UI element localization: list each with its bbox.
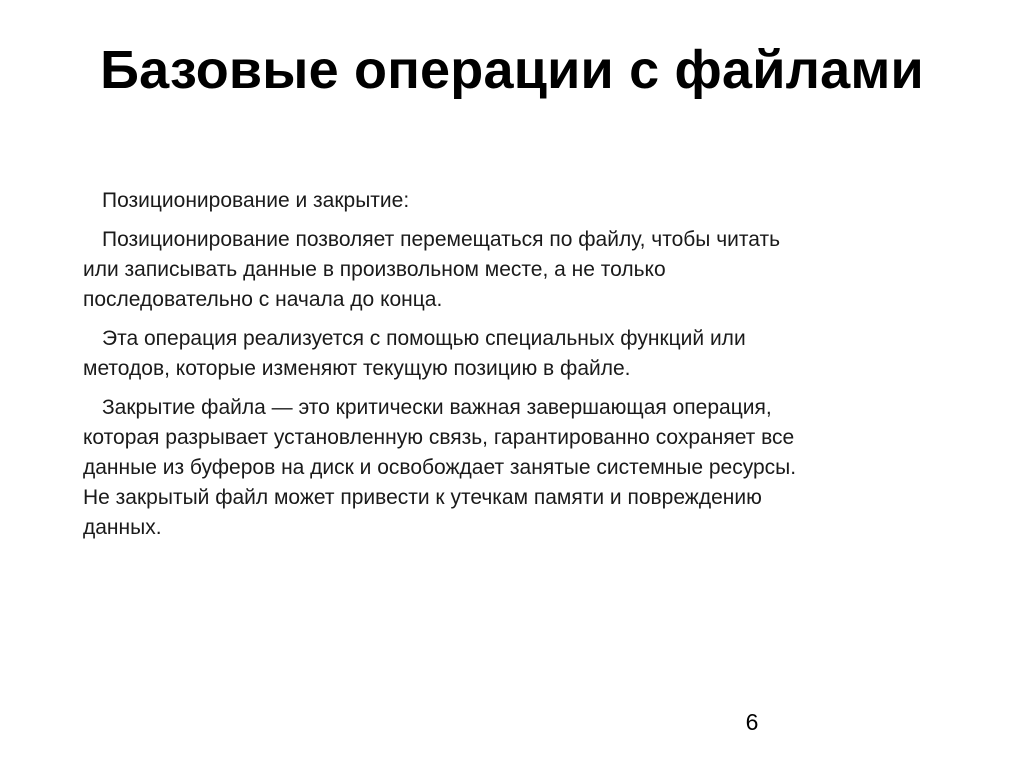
closing-file-paragraph: Закрытие файла — это критически важная завершающая операция, которая разрывает установленную связь, гарантированно сохраняет все данные из буферов на диск и освобождает занятые системные ресурсы. Не закрытый файл может привести к утечкам памяти и повреждению данных. [83, 396, 797, 539]
slide-title: Базовые операции с файлами [100, 40, 924, 100]
positioning-paragraph: Позиционирование позволяет перемещаться по файлу, чтобы читать или записывать данные в произвольном месте, а не только последовательно с начала до конца. [83, 228, 781, 311]
section-heading-paragraph: Позиционирование и закрытие: [102, 189, 410, 212]
operation-paragraph: Эта операция реализуется с помощью специальных функций или методов, которые изменяют текущую позицию в файле. [83, 327, 746, 380]
page-number: 6 [745, 709, 759, 735]
slide-body [83, 186, 963, 552]
